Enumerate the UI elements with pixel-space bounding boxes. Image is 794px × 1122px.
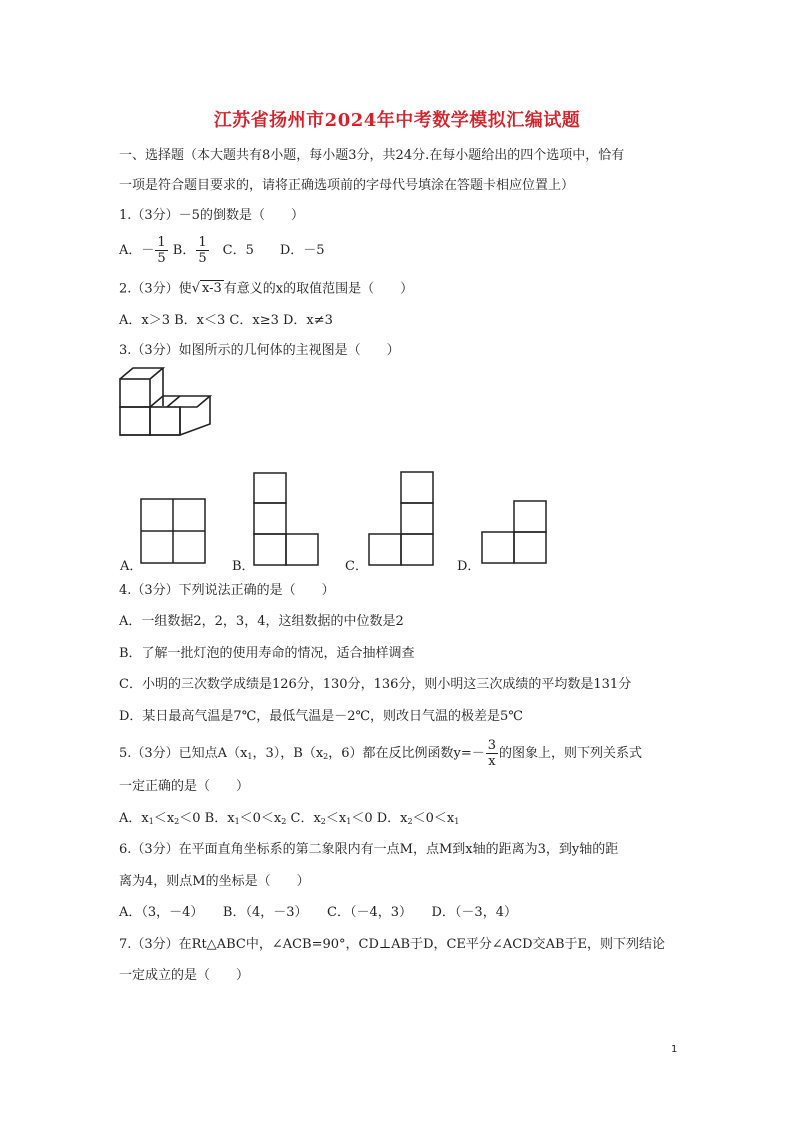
q7-stem-line2: 一定成立的是（ ） bbox=[119, 968, 250, 983]
q1-option-a-numerator: 1 bbox=[157, 235, 166, 250]
q5-opt-c-sub2: 2 bbox=[320, 817, 326, 826]
q5-opt-a-mid: ＜x bbox=[153, 811, 175, 826]
q5-opt-b-post: C．x bbox=[286, 811, 321, 826]
q3-option-a-label: A． bbox=[120, 559, 143, 574]
q5-opt-b-sub1: 1 bbox=[234, 817, 240, 826]
q5-opt-a-sub2: 2 bbox=[174, 817, 180, 826]
q1-option-b-numerator: 1 bbox=[198, 235, 207, 250]
q3-option-d-label: D． bbox=[457, 559, 481, 574]
q5-opt-c-post: ＜0 D．x bbox=[351, 811, 408, 826]
q3-option-c-figure bbox=[368, 471, 434, 566]
q1-option-b-denominator: 5 bbox=[198, 251, 207, 266]
q5-opt-d-mid: ＜0＜x bbox=[412, 811, 455, 826]
q1-option-a-prefix: A．－ bbox=[119, 243, 155, 258]
section-instructions-line1: 一、选择题（本大题共有8小题，每小题3分，共24分.在每小题给出的四个选项中，恰有 bbox=[119, 148, 625, 163]
q5-opt-a-sub1: 1 bbox=[148, 817, 154, 826]
q7-stem-line1: 7.（3分）在Rt△ABC中，∠ACB=90°，CD⊥AB于D，CE平分∠ACD交AB于E，则下列结论 bbox=[119, 937, 666, 952]
q1-options bbox=[119, 235, 325, 266]
q5-fraction-numerator: 3 bbox=[487, 738, 497, 753]
q3-stem: 3.（3分）如图所示的几何体的主视图是（ ） bbox=[119, 343, 400, 358]
q6-stem-line2: 离为4，则点M的坐标是（ ） bbox=[119, 874, 310, 889]
q1-option-b-fraction bbox=[196, 235, 208, 266]
q5-stem-post: 的图象上，则下列关系式 bbox=[499, 746, 643, 761]
q3-option-b-figure bbox=[253, 472, 319, 566]
q5-fraction-denominator: x bbox=[488, 754, 496, 769]
q5-options bbox=[119, 810, 459, 831]
q6-stem-line1: 6.（3分）在平面直角坐标系的第二象限内有一点M，点M到x轴的距离为3，到y轴的距 bbox=[119, 842, 619, 857]
q5-opt-b-sub2: 2 bbox=[281, 817, 287, 826]
q5-opt-b-mid: ＜0＜x bbox=[239, 811, 282, 826]
q1-option-b-prefix: B． bbox=[168, 243, 196, 258]
q5-stem-mid2: ，6）都在反比例函数y=－ bbox=[328, 746, 485, 761]
q5-stem-line1 bbox=[119, 738, 642, 769]
q2-radicand: x-3 bbox=[201, 281, 222, 296]
q5-opt-c-sub1: 1 bbox=[346, 817, 352, 826]
q4-option-b: B．了解一批灯泡的使用寿命的情况，适合抽样调查 bbox=[119, 646, 415, 661]
q6-options: A．（3，－4） B．（4，－3） C．（－4，3） D．（－3，4） bbox=[119, 905, 517, 920]
q5-opt-c-mid: ＜x bbox=[325, 811, 347, 826]
q2-stem bbox=[119, 280, 413, 299]
q4-option-a: A．一组数据2，2，3，4，这组数据的中位数是2 bbox=[119, 614, 404, 629]
q1-option-cd: C．5 D．－5 bbox=[209, 243, 325, 258]
q3-option-b-label: B． bbox=[232, 559, 255, 574]
page-number: 1 bbox=[671, 1044, 678, 1055]
q5-stem-line2: 一定正确的是（ ） bbox=[119, 779, 250, 794]
section-instructions-line2: 一项是符合题目要求的，请将正确选项前的字母代号填涂在答题卡相应位置上） bbox=[119, 178, 575, 193]
q5-sub1: 1 bbox=[247, 752, 253, 761]
q3-option-d-figure bbox=[481, 500, 547, 564]
paper-title: 江苏省扬州市2024年中考数学模拟汇编试题 bbox=[213, 110, 581, 131]
q1-option-a-fraction bbox=[155, 235, 167, 266]
q2-stem-post: 有意义的x的取值范围是（ ） bbox=[223, 281, 414, 297]
q5-opt-a-pre: A．x bbox=[119, 811, 149, 826]
q2-stem-pre: 2.（3分）使 bbox=[119, 281, 192, 297]
q5-sub2: 2 bbox=[323, 752, 329, 761]
q2-options: A．x＞3 B．x＜3 C．x≥3 D．x≠3 bbox=[119, 313, 333, 328]
q3-option-c-label: C． bbox=[345, 559, 368, 574]
q4-option-c: C．小明的三次数学成绩是126分，130分，136分，则小明这三次成绩的平均数是131分 bbox=[119, 677, 632, 692]
q5-opt-d-sub1: 1 bbox=[454, 817, 460, 826]
q5-opt-a-post: ＜0 B．x bbox=[179, 811, 235, 826]
q1-option-a-denominator: 5 bbox=[157, 251, 166, 266]
q5-opt-d-sub2: 2 bbox=[407, 817, 413, 826]
q2-sqrt: √ x-3 bbox=[191, 281, 222, 296]
q5-stem-mid: ，3），B（x bbox=[252, 746, 324, 761]
q1-stem: 1.（3分）－5的倒数是（ ） bbox=[119, 208, 304, 223]
q5-stem-pre: 5.（3分）已知点A（x bbox=[119, 746, 248, 761]
q3-option-a-figure bbox=[140, 498, 206, 564]
q3-solid-figure bbox=[118, 366, 218, 441]
q5-fraction bbox=[486, 738, 498, 769]
q4-option-d: D．某日最高气温是7℃，最低气温是－2℃，则改日气温的极差是5℃ bbox=[119, 709, 523, 724]
q4-stem: 4.（3分）下列说法正确的是（ ） bbox=[119, 583, 335, 598]
